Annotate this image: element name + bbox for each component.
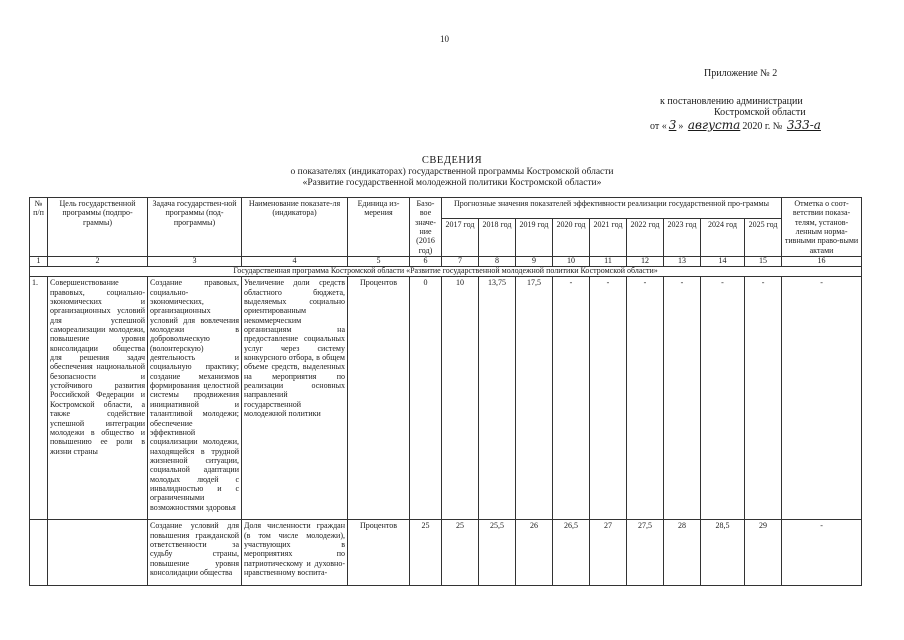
- program-row: [30, 267, 862, 277]
- header-num: № п/п: [30, 198, 48, 257]
- header-year: 2017 год: [442, 219, 479, 257]
- column-number: 15: [745, 257, 782, 267]
- year-value-cell: 29: [745, 520, 782, 586]
- header-unit: Единица из-мерения: [348, 198, 410, 257]
- column-number: 8: [479, 257, 516, 267]
- indicator-cell: Увеличение доли средств областного бюджета, выделяемых социально ориентированным некоммерческим организациям на предоставление социальных услуг через систему конкурсного отбора, в общем объеме средств, выделенных на мероприятия по реализации основных направлений государственной молодежной политики: [242, 277, 348, 520]
- column-number-row: [30, 257, 862, 267]
- decree-date-line: [650, 118, 823, 132]
- compliance-cell: -: [782, 520, 862, 586]
- compliance-cell: -: [782, 277, 862, 520]
- column-number: 4: [242, 257, 348, 267]
- table-row: [30, 520, 862, 586]
- header-year: 2023 год: [664, 219, 701, 257]
- column-number: 10: [553, 257, 590, 267]
- unit-cell: Процентов: [348, 520, 410, 586]
- year-value-cell: 27,5: [627, 520, 664, 586]
- base-value-cell: 0: [410, 277, 442, 520]
- header-row-1: [30, 198, 862, 219]
- column-number: 13: [664, 257, 701, 267]
- year-value-cell: 13,75: [479, 277, 516, 520]
- appendix-label: Приложение № 2: [704, 68, 778, 79]
- header-forecast: Прогнозные значения показателей эффективности реализации государственной про-граммы: [442, 198, 782, 219]
- header-year: 2021 год: [590, 219, 627, 257]
- year-value-cell: -: [701, 277, 745, 520]
- column-number: 14: [701, 257, 745, 267]
- column-number: 9: [516, 257, 553, 267]
- column-number: 16: [782, 257, 862, 267]
- decree-prefix: от «: [650, 121, 667, 132]
- goal-cell: [48, 520, 148, 586]
- decree-mid: »: [678, 121, 684, 132]
- decree-number: 333-а: [786, 118, 821, 132]
- header-year: 2022 год: [627, 219, 664, 257]
- year-value-cell: 27: [590, 520, 627, 586]
- header-year: 2020 год: [553, 219, 590, 257]
- page-number: 10: [440, 34, 449, 44]
- doc-subtitle-1: о показателях (индикаторах) государственной программы Костромской области: [290, 167, 614, 177]
- goal-cell: Совершенствование правовых, социально-экономических и организационных условий для успешной самореализации молодежи, повышение уровня консолидации общества для решения задач обеспечения национальной безопасности и устойчивого развития Российской Федерации и Костромской области, а также содействие успешной интеграции молодежи в общество и повышению ее роли в жизни страны: [48, 277, 148, 520]
- header-indicator: Наименование показате-ля (индикатора): [242, 198, 348, 257]
- column-number: 1: [30, 257, 48, 267]
- year-value-cell: -: [664, 277, 701, 520]
- decree-year: 2020 г. №: [742, 121, 783, 132]
- year-value-cell: -: [745, 277, 782, 520]
- table-row: [30, 277, 862, 520]
- decree-line-1: к постановлению администрации: [660, 96, 803, 107]
- column-number: 12: [627, 257, 664, 267]
- program-title-cell: Государственная программа Костромской области «Развитие государственной молодежной политики Костромской области»: [30, 267, 862, 277]
- task-cell: Создание правовых, социально-экономических, организационных условий для вовлечения молодежи в добровольческую (волонтерскую) деятельность и социальную практику; создание механизмов формирования целостной системы продвижения инициативной и талантливой молодежи; обеспечение эффективной социализации молодежи, находящейся в трудной жизненной ситуации, социальной адаптации молодых людей с инвалидностью и с ограниченными возможностями здоровья: [148, 277, 242, 520]
- decree-month: августа: [687, 118, 741, 132]
- unit-cell: Процентов: [348, 277, 410, 520]
- header-year: 2025 год: [745, 219, 782, 257]
- indicators-table: [29, 197, 862, 586]
- year-value-cell: 28: [664, 520, 701, 586]
- header-year: 2018 год: [479, 219, 516, 257]
- row-number: 1.: [30, 277, 48, 520]
- task-cell: Создание условий для повышения гражданской ответственности за судьбу страны, повышение уровня консолидации общества: [148, 520, 242, 586]
- row-number: [30, 520, 48, 586]
- column-number: 11: [590, 257, 627, 267]
- base-value-cell: 25: [410, 520, 442, 586]
- decree-line-2: Костромской области: [714, 107, 806, 118]
- year-value-cell: 28,5: [701, 520, 745, 586]
- column-number: 7: [442, 257, 479, 267]
- column-number: 5: [348, 257, 410, 267]
- header-goal: Цель государственной программы (подпро-граммы): [48, 198, 148, 257]
- header-year: 2024 год: [701, 219, 745, 257]
- column-number: 3: [148, 257, 242, 267]
- year-value-cell: 10: [442, 277, 479, 520]
- year-value-cell: -: [553, 277, 590, 520]
- year-value-cell: -: [590, 277, 627, 520]
- doc-heading: СВЕДЕНИЯ: [421, 155, 483, 166]
- year-value-cell: 26: [516, 520, 553, 586]
- header-year: 2019 год: [516, 219, 553, 257]
- year-value-cell: 25: [442, 520, 479, 586]
- header-task: Задача государствен-ной программы (под-программы): [148, 198, 242, 257]
- doc-subtitle-2: «Развитие государственной молодежной политики Костромской области»: [302, 178, 602, 188]
- year-value-cell: 25,5: [479, 520, 516, 586]
- column-number: 6: [410, 257, 442, 267]
- year-value-cell: 17,5: [516, 277, 553, 520]
- header-compliance: Отметка о соот-ветствии показа-телям, установ-ленным норма-тивными право-выми актами: [782, 198, 862, 257]
- year-value-cell: 26,5: [553, 520, 590, 586]
- decree-day: 3: [668, 118, 677, 132]
- year-value-cell: -: [627, 277, 664, 520]
- header-base: Базо-вое значе-ние (2016 год): [410, 198, 442, 257]
- column-number: 2: [48, 257, 148, 267]
- indicator-cell: Доля численности граждан (в том числе молодежи), участвующих в мероприятиях по патриотическому и духовно-нравственному воспита-: [242, 520, 348, 586]
